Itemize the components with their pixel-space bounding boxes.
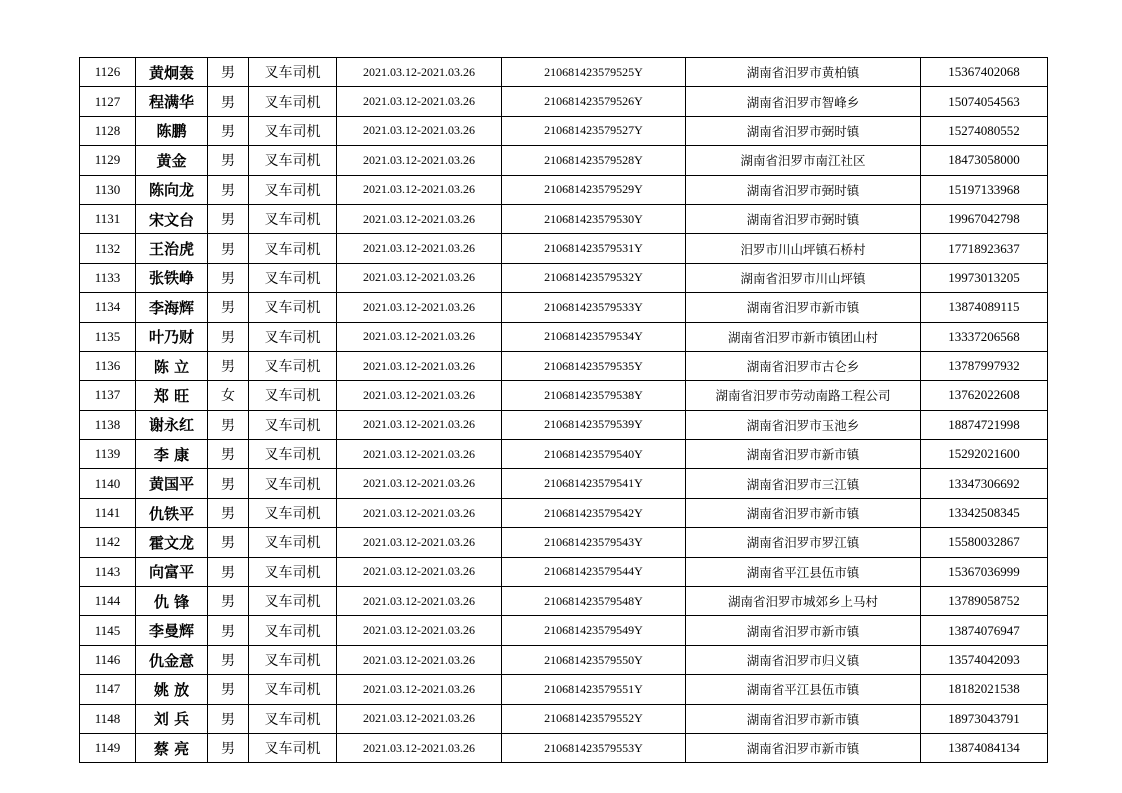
job-title-cell: 叉车司机 xyxy=(249,204,337,233)
gender-cell: 男 xyxy=(208,58,249,87)
job-title-cell: 叉车司机 xyxy=(249,498,337,527)
certificate-id-cell: 210681423579531Y xyxy=(502,234,686,263)
gender-cell: 女 xyxy=(208,381,249,410)
person-name-cell: 黄金 xyxy=(136,146,208,175)
job-title-cell: 叉车司机 xyxy=(249,645,337,674)
phone-number-cell: 15367036999 xyxy=(921,557,1048,586)
row-number-cell: 1130 xyxy=(80,175,136,204)
job-title-cell: 叉车司机 xyxy=(249,704,337,733)
gender-cell: 男 xyxy=(208,263,249,292)
phone-number-cell: 15367402068 xyxy=(921,58,1048,87)
table-row xyxy=(80,322,1048,351)
job-title-cell: 叉车司机 xyxy=(249,410,337,439)
address-cell: 湖南省汨罗市新市镇 xyxy=(686,440,921,469)
row-number-cell: 1146 xyxy=(80,645,136,674)
table-row xyxy=(80,587,1048,616)
certificate-id-cell: 210681423579535Y xyxy=(502,351,686,380)
address-cell: 湖南省汨罗市智峰乡 xyxy=(686,87,921,116)
certificate-id-cell: 210681423579533Y xyxy=(502,293,686,322)
row-number-cell: 1138 xyxy=(80,410,136,439)
training-period-cell: 2021.03.12-2021.03.26 xyxy=(337,645,502,674)
person-name-cell: 陈鹏 xyxy=(136,116,208,145)
roster-body xyxy=(80,58,1048,763)
address-cell: 湖南省汨罗市劳动南路工程公司 xyxy=(686,381,921,410)
person-name-cell: 刘 兵 xyxy=(136,704,208,733)
row-number-cell: 1136 xyxy=(80,351,136,380)
table-row xyxy=(80,146,1048,175)
job-title-cell: 叉车司机 xyxy=(249,528,337,557)
training-period-cell: 2021.03.12-2021.03.26 xyxy=(337,733,502,762)
address-cell: 湖南省汨罗市新市镇 xyxy=(686,293,921,322)
certificate-id-cell: 210681423579551Y xyxy=(502,675,686,704)
phone-number-cell: 13574042093 xyxy=(921,645,1048,674)
table-row xyxy=(80,675,1048,704)
gender-cell: 男 xyxy=(208,704,249,733)
table-row xyxy=(80,293,1048,322)
address-cell: 湖南省汨罗市城郊乡上马村 xyxy=(686,587,921,616)
row-number-cell: 1129 xyxy=(80,146,136,175)
phone-number-cell: 13789058752 xyxy=(921,587,1048,616)
row-number-cell: 1142 xyxy=(80,528,136,557)
person-name-cell: 仇铁平 xyxy=(136,498,208,527)
table-row xyxy=(80,616,1048,645)
certificate-id-cell: 210681423579553Y xyxy=(502,733,686,762)
gender-cell: 男 xyxy=(208,204,249,233)
phone-number-cell: 18874721998 xyxy=(921,410,1048,439)
gender-cell: 男 xyxy=(208,322,249,351)
certificate-id-cell: 210681423579538Y xyxy=(502,381,686,410)
gender-cell: 男 xyxy=(208,410,249,439)
person-name-cell: 叶乃财 xyxy=(136,322,208,351)
person-name-cell: 郑 旺 xyxy=(136,381,208,410)
phone-number-cell: 13874076947 xyxy=(921,616,1048,645)
phone-number-cell: 13347306692 xyxy=(921,469,1048,498)
training-period-cell: 2021.03.12-2021.03.26 xyxy=(337,263,502,292)
address-cell: 湖南省汨罗市南江社区 xyxy=(686,146,921,175)
table-row xyxy=(80,381,1048,410)
gender-cell: 男 xyxy=(208,645,249,674)
training-period-cell: 2021.03.12-2021.03.26 xyxy=(337,234,502,263)
job-title-cell: 叉车司机 xyxy=(249,116,337,145)
phone-number-cell: 19973013205 xyxy=(921,263,1048,292)
gender-cell: 男 xyxy=(208,675,249,704)
phone-number-cell: 19967042798 xyxy=(921,204,1048,233)
address-cell: 湖南省汨罗市弼时镇 xyxy=(686,175,921,204)
gender-cell: 男 xyxy=(208,293,249,322)
training-period-cell: 2021.03.12-2021.03.26 xyxy=(337,410,502,439)
training-period-cell: 2021.03.12-2021.03.26 xyxy=(337,146,502,175)
training-period-cell: 2021.03.12-2021.03.26 xyxy=(337,528,502,557)
address-cell: 湖南省汨罗市归义镇 xyxy=(686,645,921,674)
job-title-cell: 叉车司机 xyxy=(249,616,337,645)
phone-number-cell: 13337206568 xyxy=(921,322,1048,351)
job-title-cell: 叉车司机 xyxy=(249,469,337,498)
training-period-cell: 2021.03.12-2021.03.26 xyxy=(337,557,502,586)
table-row xyxy=(80,116,1048,145)
gender-cell: 男 xyxy=(208,498,249,527)
address-cell: 湖南省汨罗市玉池乡 xyxy=(686,410,921,439)
row-number-cell: 1127 xyxy=(80,87,136,116)
person-name-cell: 姚 放 xyxy=(136,675,208,704)
training-period-cell: 2021.03.12-2021.03.26 xyxy=(337,87,502,116)
gender-cell: 男 xyxy=(208,587,249,616)
table-row xyxy=(80,557,1048,586)
training-period-cell: 2021.03.12-2021.03.26 xyxy=(337,616,502,645)
table-row xyxy=(80,733,1048,762)
gender-cell: 男 xyxy=(208,146,249,175)
table-row xyxy=(80,204,1048,233)
person-name-cell: 张铁峥 xyxy=(136,263,208,292)
person-name-cell: 陈向龙 xyxy=(136,175,208,204)
phone-number-cell: 15580032867 xyxy=(921,528,1048,557)
person-name-cell: 蔡 亮 xyxy=(136,733,208,762)
job-title-cell: 叉车司机 xyxy=(249,322,337,351)
gender-cell: 男 xyxy=(208,440,249,469)
training-period-cell: 2021.03.12-2021.03.26 xyxy=(337,204,502,233)
person-name-cell: 李海辉 xyxy=(136,293,208,322)
training-period-cell: 2021.03.12-2021.03.26 xyxy=(337,293,502,322)
training-period-cell: 2021.03.12-2021.03.26 xyxy=(337,322,502,351)
person-name-cell: 李 康 xyxy=(136,440,208,469)
job-title-cell: 叉车司机 xyxy=(249,557,337,586)
certificate-id-cell: 210681423579544Y xyxy=(502,557,686,586)
certificate-id-cell: 210681423579540Y xyxy=(502,440,686,469)
row-number-cell: 1148 xyxy=(80,704,136,733)
certificate-id-cell: 210681423579549Y xyxy=(502,616,686,645)
table-row xyxy=(80,469,1048,498)
job-title-cell: 叉车司机 xyxy=(249,587,337,616)
phone-number-cell: 13762022608 xyxy=(921,381,1048,410)
person-name-cell: 黄国平 xyxy=(136,469,208,498)
certificate-id-cell: 210681423579541Y xyxy=(502,469,686,498)
person-name-cell: 程满华 xyxy=(136,87,208,116)
person-name-cell: 李曼辉 xyxy=(136,616,208,645)
job-title-cell: 叉车司机 xyxy=(249,263,337,292)
certificate-id-cell: 210681423579525Y xyxy=(502,58,686,87)
phone-number-cell: 13874089115 xyxy=(921,293,1048,322)
phone-number-cell: 15197133968 xyxy=(921,175,1048,204)
row-number-cell: 1131 xyxy=(80,204,136,233)
row-number-cell: 1126 xyxy=(80,58,136,87)
gender-cell: 男 xyxy=(208,87,249,116)
job-title-cell: 叉车司机 xyxy=(249,351,337,380)
phone-number-cell: 13787997932 xyxy=(921,351,1048,380)
phone-number-cell: 13342508345 xyxy=(921,498,1048,527)
job-title-cell: 叉车司机 xyxy=(249,675,337,704)
certificate-id-cell: 210681423579552Y xyxy=(502,704,686,733)
phone-number-cell: 15074054563 xyxy=(921,87,1048,116)
row-number-cell: 1139 xyxy=(80,440,136,469)
row-number-cell: 1149 xyxy=(80,733,136,762)
row-number-cell: 1145 xyxy=(80,616,136,645)
table-row xyxy=(80,498,1048,527)
training-period-cell: 2021.03.12-2021.03.26 xyxy=(337,116,502,145)
address-cell: 湖南省汨罗市新市镇 xyxy=(686,733,921,762)
address-cell: 湖南省汨罗市川山坪镇 xyxy=(686,263,921,292)
job-title-cell: 叉车司机 xyxy=(249,146,337,175)
certificate-id-cell: 210681423579548Y xyxy=(502,587,686,616)
gender-cell: 男 xyxy=(208,616,249,645)
address-cell: 湖南省汨罗市新市镇 xyxy=(686,498,921,527)
table-row xyxy=(80,410,1048,439)
phone-number-cell: 18473058000 xyxy=(921,146,1048,175)
certificate-id-cell: 210681423579529Y xyxy=(502,175,686,204)
table-row xyxy=(80,528,1048,557)
certificate-id-cell: 210681423579534Y xyxy=(502,322,686,351)
roster-table xyxy=(79,57,1048,763)
job-title-cell: 叉车司机 xyxy=(249,733,337,762)
address-cell: 湖南省汨罗市三江镇 xyxy=(686,469,921,498)
address-cell: 湖南省汨罗市罗江镇 xyxy=(686,528,921,557)
address-cell: 湖南省汨罗市弼时镇 xyxy=(686,116,921,145)
gender-cell: 男 xyxy=(208,469,249,498)
row-number-cell: 1128 xyxy=(80,116,136,145)
job-title-cell: 叉车司机 xyxy=(249,175,337,204)
job-title-cell: 叉车司机 xyxy=(249,381,337,410)
training-period-cell: 2021.03.12-2021.03.26 xyxy=(337,675,502,704)
gender-cell: 男 xyxy=(208,175,249,204)
training-period-cell: 2021.03.12-2021.03.26 xyxy=(337,587,502,616)
person-name-cell: 谢永红 xyxy=(136,410,208,439)
job-title-cell: 叉车司机 xyxy=(249,293,337,322)
row-number-cell: 1137 xyxy=(80,381,136,410)
gender-cell: 男 xyxy=(208,528,249,557)
phone-number-cell: 13874084134 xyxy=(921,733,1048,762)
row-number-cell: 1147 xyxy=(80,675,136,704)
training-period-cell: 2021.03.12-2021.03.26 xyxy=(337,175,502,204)
person-name-cell: 向富平 xyxy=(136,557,208,586)
job-title-cell: 叉车司机 xyxy=(249,87,337,116)
address-cell: 湖南省汨罗市弼时镇 xyxy=(686,204,921,233)
job-title-cell: 叉车司机 xyxy=(249,58,337,87)
table-row xyxy=(80,351,1048,380)
certificate-id-cell: 210681423579527Y xyxy=(502,116,686,145)
phone-number-cell: 15274080552 xyxy=(921,116,1048,145)
job-title-cell: 叉车司机 xyxy=(249,440,337,469)
phone-number-cell: 18182021538 xyxy=(921,675,1048,704)
phone-number-cell: 15292021600 xyxy=(921,440,1048,469)
person-name-cell: 仇 锋 xyxy=(136,587,208,616)
training-period-cell: 2021.03.12-2021.03.26 xyxy=(337,498,502,527)
gender-cell: 男 xyxy=(208,351,249,380)
gender-cell: 男 xyxy=(208,234,249,263)
address-cell: 湖南省平江县伍市镇 xyxy=(686,675,921,704)
training-period-cell: 2021.03.12-2021.03.26 xyxy=(337,381,502,410)
certificate-id-cell: 210681423579539Y xyxy=(502,410,686,439)
training-period-cell: 2021.03.12-2021.03.26 xyxy=(337,704,502,733)
certificate-id-cell: 210681423579532Y xyxy=(502,263,686,292)
training-period-cell: 2021.03.12-2021.03.26 xyxy=(337,58,502,87)
phone-number-cell: 17718923637 xyxy=(921,234,1048,263)
address-cell: 湖南省汨罗市古仑乡 xyxy=(686,351,921,380)
person-name-cell: 黄炯轰 xyxy=(136,58,208,87)
address-cell: 湖南省汨罗市黄柏镇 xyxy=(686,58,921,87)
address-cell: 湖南省汨罗市新市镇 xyxy=(686,616,921,645)
table-row xyxy=(80,440,1048,469)
gender-cell: 男 xyxy=(208,557,249,586)
table-row xyxy=(80,58,1048,87)
table-row xyxy=(80,645,1048,674)
row-number-cell: 1133 xyxy=(80,263,136,292)
table-row xyxy=(80,263,1048,292)
person-name-cell: 王治虎 xyxy=(136,234,208,263)
row-number-cell: 1143 xyxy=(80,557,136,586)
row-number-cell: 1140 xyxy=(80,469,136,498)
gender-cell: 男 xyxy=(208,116,249,145)
row-number-cell: 1132 xyxy=(80,234,136,263)
row-number-cell: 1134 xyxy=(80,293,136,322)
training-period-cell: 2021.03.12-2021.03.26 xyxy=(337,440,502,469)
job-title-cell: 叉车司机 xyxy=(249,234,337,263)
row-number-cell: 1141 xyxy=(80,498,136,527)
certificate-id-cell: 210681423579530Y xyxy=(502,204,686,233)
certificate-id-cell: 210681423579542Y xyxy=(502,498,686,527)
person-name-cell: 霍文龙 xyxy=(136,528,208,557)
certificate-id-cell: 210681423579526Y xyxy=(502,87,686,116)
row-number-cell: 1144 xyxy=(80,587,136,616)
person-name-cell: 宋文台 xyxy=(136,204,208,233)
person-name-cell: 陈 立 xyxy=(136,351,208,380)
table-row xyxy=(80,234,1048,263)
certificate-id-cell: 210681423579528Y xyxy=(502,146,686,175)
table-row xyxy=(80,704,1048,733)
address-cell: 湖南省汨罗市新市镇团山村 xyxy=(686,322,921,351)
address-cell: 汨罗市川山坪镇石桥村 xyxy=(686,234,921,263)
person-name-cell: 仇金意 xyxy=(136,645,208,674)
address-cell: 湖南省平江县伍市镇 xyxy=(686,557,921,586)
table-row xyxy=(80,175,1048,204)
table-row xyxy=(80,87,1048,116)
training-period-cell: 2021.03.12-2021.03.26 xyxy=(337,469,502,498)
certificate-id-cell: 210681423579543Y xyxy=(502,528,686,557)
phone-number-cell: 18973043791 xyxy=(921,704,1048,733)
gender-cell: 男 xyxy=(208,733,249,762)
address-cell: 湖南省汨罗市新市镇 xyxy=(686,704,921,733)
row-number-cell: 1135 xyxy=(80,322,136,351)
training-period-cell: 2021.03.12-2021.03.26 xyxy=(337,351,502,380)
certificate-id-cell: 210681423579550Y xyxy=(502,645,686,674)
